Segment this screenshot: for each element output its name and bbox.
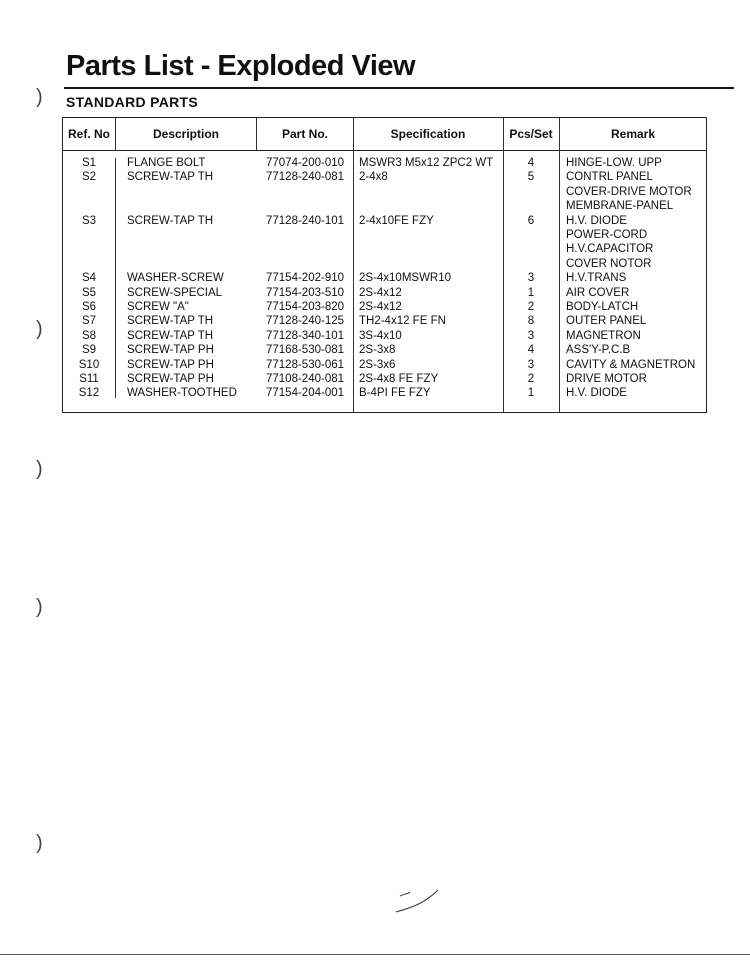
cell-remark: COVER-DRIVE MOTOR <box>566 185 692 198</box>
table-row <box>63 170 706 184</box>
table-row <box>63 214 706 228</box>
cell-desc: SCREW-TAP PH <box>127 373 214 385</box>
table-row <box>63 199 706 213</box>
cell-desc: SCREW-TAP PH <box>127 358 214 371</box>
table-row <box>63 300 706 314</box>
cell-spec: 2-4x10FE FZY <box>359 214 434 227</box>
cell-pcs: 8 <box>527 315 535 328</box>
table-row <box>63 185 706 199</box>
cell-desc: SCREW-SPECIAL <box>127 286 223 299</box>
cell-spec: 2S-4x10MSWR10 <box>359 272 452 285</box>
cell-remark: MEMBRANE-PANEL <box>566 200 674 213</box>
cell-part: 77074-200-010 <box>266 157 345 169</box>
cell-remark: DRIVE MOTOR <box>566 373 647 385</box>
cell-part: 77168-530-081 <box>266 344 345 357</box>
table-row <box>63 358 706 372</box>
cell-desc: SCREW-TAP TH <box>127 329 214 342</box>
handwritten-scribble <box>392 886 444 916</box>
cell-remark: MAGNETRON <box>566 329 641 342</box>
cell-pcs: 3 <box>527 272 535 285</box>
cell-remark: H.V. DIODE <box>566 387 627 400</box>
table-row <box>63 329 706 343</box>
table-row <box>63 372 706 386</box>
cell-desc: SCREW-TAP PH <box>127 344 214 357</box>
binder-hole-mark: ) <box>36 458 43 480</box>
cell-desc: SCREW-TAP TH <box>127 214 214 227</box>
table-row <box>63 257 706 271</box>
title-underline <box>64 87 734 89</box>
cell-desc: SCREW "A" <box>127 301 189 313</box>
cell-remark: HINGE-LOW. UPP <box>566 157 662 169</box>
cell-part: 77154-203-820 <box>266 301 345 313</box>
cell-part: 77154-203-510 <box>266 286 345 299</box>
cell-remark: CAVITY & MAGNETRON <box>566 358 696 371</box>
cell-part: 77128-530-061 <box>266 358 345 371</box>
cell-desc: WASHER-SCREW <box>127 272 224 285</box>
cell-ref: S12 <box>78 387 100 400</box>
cell-ref: S11 <box>79 373 99 385</box>
table-row <box>63 271 706 285</box>
table-row <box>63 242 706 256</box>
header-description: Description <box>152 127 219 141</box>
cell-spec: 3S-4x10 <box>359 329 402 342</box>
cell-ref: S3 <box>81 214 97 227</box>
section-heading: STANDARD PARTS <box>66 94 199 110</box>
cell-part: 77128-340-101 <box>266 329 345 342</box>
cell-ref: S2 <box>81 171 97 184</box>
cell-remark: H.V.TRANS <box>566 272 627 285</box>
cell-remark: BODY-LATCH <box>566 301 639 313</box>
cell-part: 77108-240-081 <box>266 373 345 385</box>
parts-table <box>62 117 707 413</box>
cell-pcs: 5 <box>527 171 535 184</box>
cell-spec: 2S-3x8 <box>359 344 396 357</box>
cell-pcs: 2 <box>527 373 535 385</box>
cell-ref: S5 <box>81 286 97 299</box>
cell-ref: S9 <box>81 344 97 357</box>
cell-desc: SCREW-TAP TH <box>127 171 214 184</box>
cell-ref: S6 <box>81 301 97 313</box>
cell-ref: S7 <box>81 315 97 328</box>
table-row <box>63 386 706 400</box>
header-ref-no: Ref. No <box>68 127 110 141</box>
binder-hole-mark: ) <box>36 596 43 618</box>
cell-spec: B-4PI FE FZY <box>359 387 431 400</box>
header-specification: Specification <box>390 127 466 141</box>
table-row <box>63 286 706 300</box>
cell-part: 77154-202-910 <box>266 272 345 285</box>
header-pcs-set: Pcs/Set <box>509 127 553 141</box>
cell-spec: MSWR3 M5x12 ZPC2 WT <box>359 157 494 169</box>
table-row <box>63 314 706 328</box>
cell-desc: SCREW-TAP TH <box>127 315 214 328</box>
cell-desc: FLANGE BOLT <box>127 157 206 169</box>
cell-remark: H.V.CAPACITOR <box>566 243 654 256</box>
cell-spec: 2S-4x12 <box>359 286 402 299</box>
cell-part: 77128-240-125 <box>266 315 345 328</box>
cell-spec: 2S-4x8 FE FZY <box>359 373 439 385</box>
page-title: Parts List - Exploded View <box>66 50 416 82</box>
cell-spec: 2S-4x12 <box>359 301 402 313</box>
table-row <box>63 343 706 357</box>
cell-pcs: 2 <box>527 301 535 313</box>
cell-pcs: 4 <box>527 157 535 169</box>
binder-hole-mark: ) <box>36 318 43 340</box>
header-part-no: Part No. <box>281 127 328 141</box>
cell-remark: ASS'Y-P.C.B <box>566 344 631 357</box>
cell-remark: COVER NOTOR <box>566 257 652 270</box>
cell-remark: OUTER PANEL <box>566 315 647 328</box>
cell-spec: 2-4x8 <box>359 171 388 184</box>
binder-hole-mark: ) <box>36 86 43 108</box>
cell-remark: H.V. DIODE <box>566 214 627 227</box>
cell-part: 77128-240-101 <box>266 214 345 227</box>
cell-spec: TH2-4x12 FE FN <box>359 315 446 328</box>
page-bottom-rule <box>0 954 750 955</box>
cell-remark: POWER-CORD <box>566 229 648 241</box>
cell-pcs: 6 <box>527 214 535 227</box>
cell-ref: S1 <box>81 157 97 169</box>
cell-ref: S8 <box>81 329 97 342</box>
header-divider <box>63 150 706 151</box>
cell-remark: AIR COVER <box>566 286 630 299</box>
cell-part: 77154-204-001 <box>266 387 345 400</box>
cell-pcs: 1 <box>527 387 535 400</box>
table-row <box>63 156 706 170</box>
cell-remark: CONTRL PANEL <box>566 171 653 184</box>
cell-pcs: 3 <box>527 329 535 342</box>
cell-ref: S4 <box>81 272 97 285</box>
column-divider <box>256 118 257 150</box>
cell-pcs: 3 <box>527 358 535 371</box>
column-divider <box>115 118 116 150</box>
cell-spec: 2S-3x6 <box>359 358 396 371</box>
header-remark: Remark <box>610 127 656 141</box>
table-row <box>63 228 706 242</box>
cell-desc: WASHER-TOOTHED <box>127 387 237 400</box>
cell-part: 77128-240-081 <box>266 171 345 184</box>
cell-pcs: 1 <box>527 286 535 299</box>
binder-hole-mark: ) <box>36 832 43 854</box>
cell-ref: S10 <box>78 358 100 371</box>
cell-pcs: 4 <box>527 344 535 357</box>
